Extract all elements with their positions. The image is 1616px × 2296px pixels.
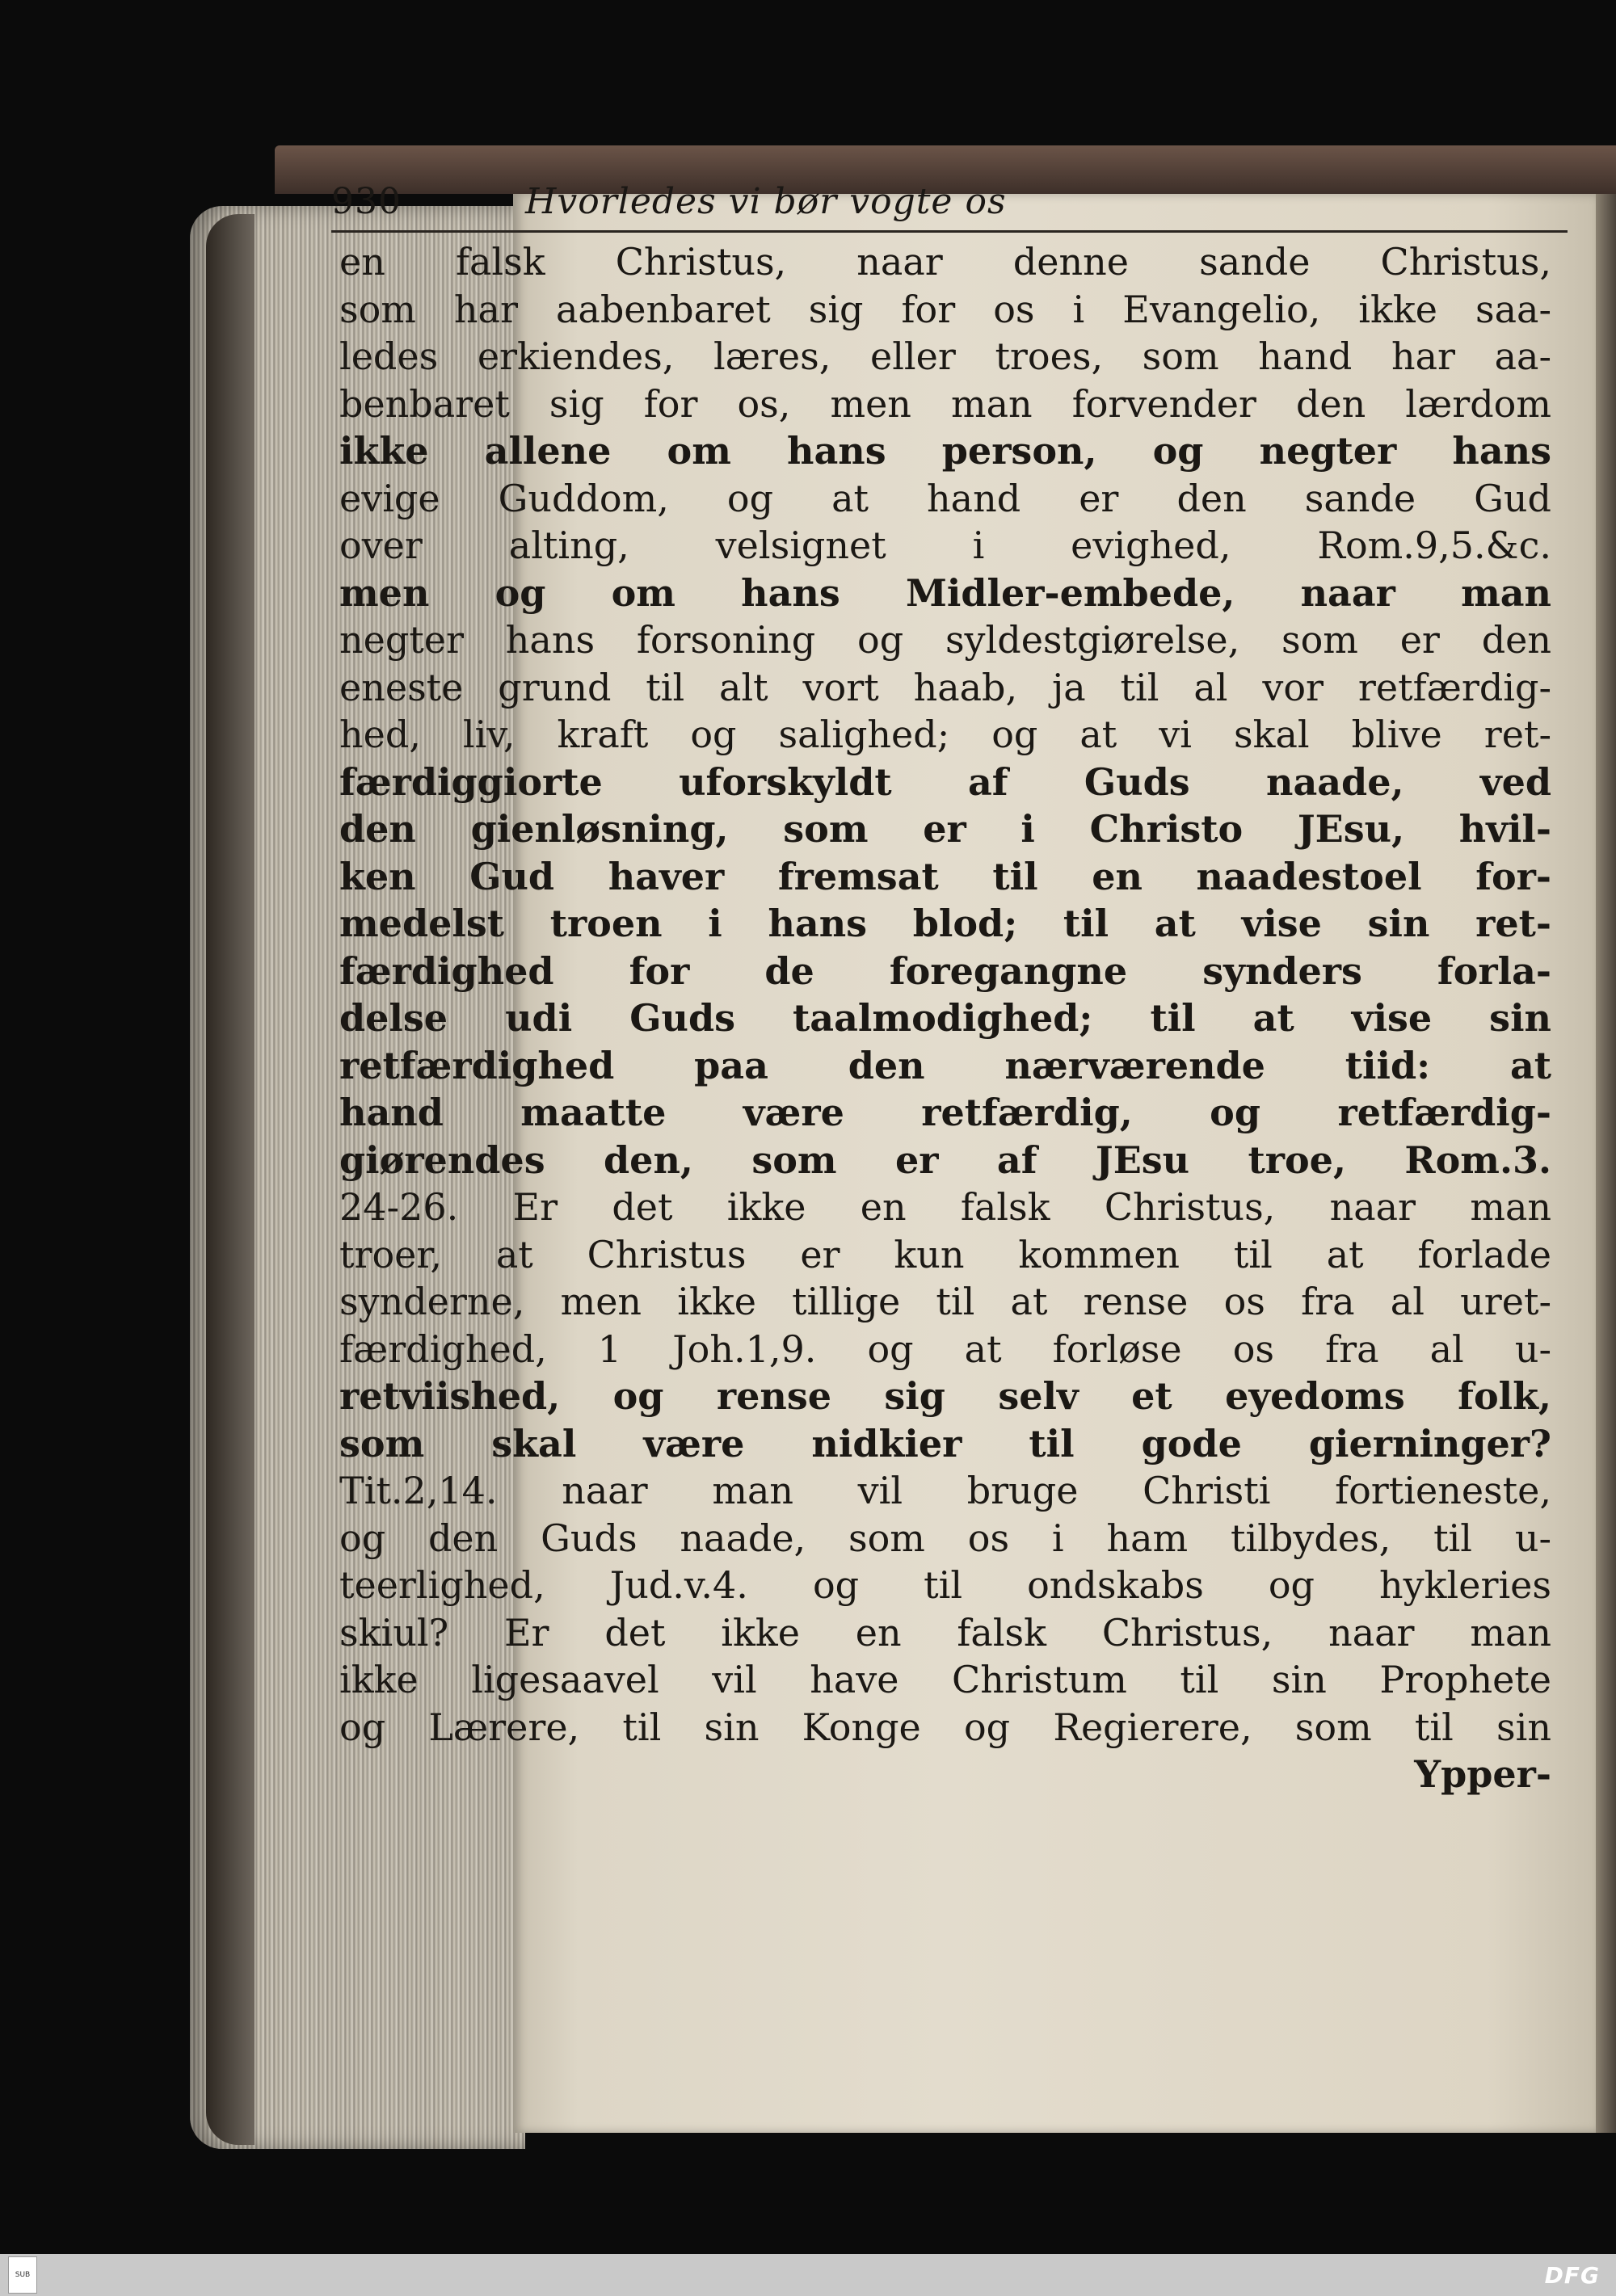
text-line: medelst troen i hans blod; til at vise sin ret-	[339, 902, 1551, 945]
page-number: 930	[331, 181, 402, 222]
running-head	[331, 174, 1576, 222]
catchword: Ypper-	[1414, 1752, 1551, 1796]
book-spine-shadow	[206, 214, 255, 2145]
text-line: negter hans forsoning og syldestgiørelse, som er den	[339, 618, 1551, 662]
text-line: over alting, velsignet i evighed, Rom.9,5.&c.	[339, 524, 1551, 567]
text-line: og den Guds naade, som os i ham tilbydes, til u-	[339, 1516, 1551, 1560]
text-line: 24-26. Er det ikke en falsk Christus, naar man	[339, 1185, 1551, 1229]
text-line: troer, at Christus er kun kommen til at forlade	[339, 1232, 1551, 1276]
running-head-title: Hvorledes vi bør vogte os	[525, 181, 1007, 222]
text-line: synderne, men ikke tillige til at rense os fra al uret-	[339, 1280, 1551, 1323]
text-line: ikke allene om hans person, og negter hans	[339, 429, 1551, 473]
text-line: eneste grund til alt vort haab, ja til al vor retfærdig-	[339, 665, 1551, 709]
text-line: og Lærere, til sin Konge og Regierere, som til sin	[339, 1705, 1551, 1749]
text-line: ikke ligesaavel vil have Christum til sin Prophete	[339, 1658, 1551, 1701]
text-line: benbaret sig for os, men man forvender den lærdom	[339, 381, 1551, 426]
text-line: Tit.2,14. naar man vil bruge Christi fortieneste,	[339, 1469, 1551, 1512]
text-line: som har aabenbaret sig for os i Evangelio, ikke saa-	[339, 287, 1551, 331]
head-rule	[331, 230, 1568, 233]
text-line: ken Gud haver fremsat til en naadestoel for-	[339, 854, 1551, 898]
text-line: en falsk Christus, naar denne sande Christus,	[339, 240, 1551, 284]
text-line: retviished, og rense sig selv et eyedoms folk,	[339, 1374, 1551, 1418]
text-line: hed, liv, kraft og salighed; og at vi skal blive ret-	[339, 713, 1551, 756]
text-line: teerlighed, Jud.v.4. og til ondskabs og hykleries	[339, 1563, 1551, 1607]
text-line: den gienløsning, som er i Christo JEsu, hvil-	[339, 807, 1551, 851]
text-line: men og om hans Midler-embede, naar man	[339, 570, 1551, 615]
viewer-footer-bar	[0, 2254, 1616, 2296]
text-line: retfærdighed paa den nærværende tiid: at	[339, 1043, 1551, 1087]
library-logo-icon	[8, 2256, 37, 2294]
text-line: ledes erkiendes, læres, eller troes, som hand har aa-	[339, 334, 1551, 378]
text-line: som skal være nidkier til gode gierninger?	[339, 1421, 1551, 1465]
text-line: giørendes den, som er af JEsu troe, Rom.3.	[339, 1137, 1551, 1182]
text-line: færdighed for de foregangne synders forla-	[339, 948, 1551, 993]
library-logo-text: SUB	[15, 2271, 31, 2279]
text-line: færdiggiorte uforskyldt af Guds naade, ved	[339, 759, 1551, 804]
body-text	[339, 238, 1551, 1798]
dfg-logo: DFG	[1544, 2261, 1600, 2289]
text-line: færdighed, 1 Joh.1,9. og at forløse os fra al u-	[339, 1327, 1551, 1371]
text-line: delse udi Guds taalmodighed; til at vise sin	[339, 996, 1551, 1040]
page-gutter-edge	[1596, 194, 1616, 2133]
text-line: hand maatte være retfærdig, og retfærdig-	[339, 1091, 1551, 1134]
text-line: skiul? Er det ikke en falsk Christus, naar man	[339, 1610, 1551, 1655]
text-line: evige Guddom, og at hand er den sande Gud	[339, 476, 1551, 520]
